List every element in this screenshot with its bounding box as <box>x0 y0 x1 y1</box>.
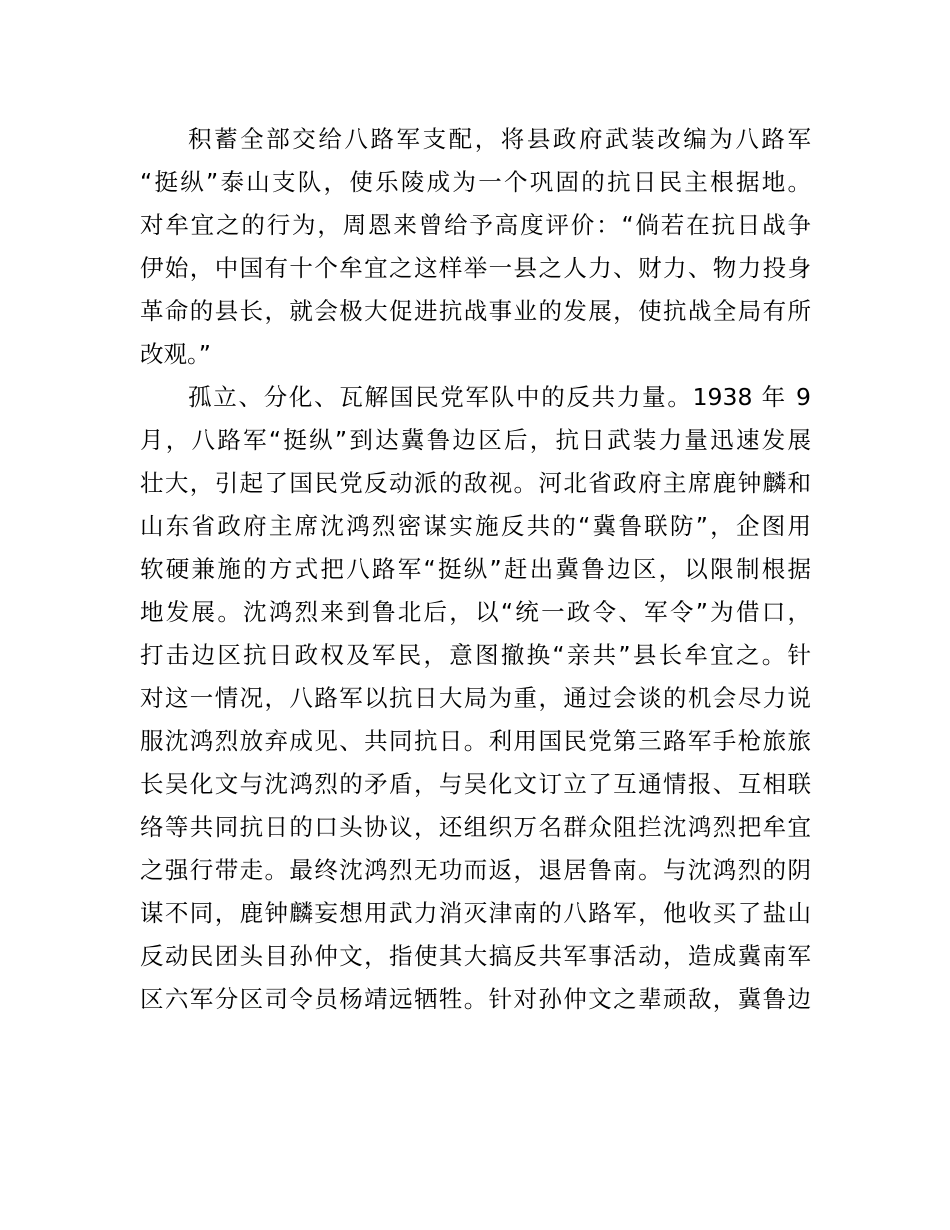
text-line: 打击边区抗日政权及军民，意图撤换“亲共”县长牟宜之。针 <box>140 641 811 669</box>
text-line: 软硬兼施的方式把八路军“挺纵”赶出冀鲁边区，以限制根据 <box>140 555 811 583</box>
text-line: 孤立、分化、瓦解国民党军队中的反共力量。1938 年 9 <box>188 383 811 411</box>
text-line: 区六军分区司令员杨靖远牺牲。针对孙仲文之辈顽敌，冀鲁边 <box>140 985 811 1013</box>
text-line: 服沈鸿烈放弃成见、共同抗日。利用国民党第三路军手枪旅旅 <box>140 727 811 755</box>
text-line: 络等共同抗日的口头协议，还组织万名群众阻拦沈鸿烈把牟宜 <box>140 813 811 841</box>
paragraph-2 <box>140 376 811 1021</box>
text-line: 山东省政府主席沈鸿烈密谋实施反共的“冀鲁联防”，企图用 <box>140 512 811 540</box>
text-line: 地发展。沈鸿烈来到鲁北后，以“统一政令、军令”为借口， <box>140 598 811 626</box>
text-line: 对这一情况，八路军以抗日大局为重，通过会谈的机会尽力说 <box>140 684 811 712</box>
text-line: 月，八路军“挺纵”到达冀鲁边区后，抗日武装力量迅速发展 <box>140 426 811 454</box>
text-line: 长吴化文与沈鸿烈的矛盾，与吴化文订立了互通情报、互相联 <box>140 770 811 798</box>
text-line: 反动民团头目孙仲文，指使其大搞反共军事活动，造成冀南军 <box>140 942 811 970</box>
text-line: 谋不同，鹿钟麟妄想用武力消灭津南的八路军，他收买了盐山 <box>140 899 811 927</box>
text-line: 改观。” <box>140 340 211 368</box>
paragraph-1 <box>140 118 811 376</box>
text-line: 伊始，中国有十个牟宜之这样举一县之人力、财力、物力投身 <box>140 254 811 282</box>
text-line: “挺纵”泰山支队，使乐陵成为一个巩固的抗日民主根据地。 <box>140 168 811 196</box>
text-line: 革命的县长，就会极大促进抗战事业的发展，使抗战全局有所 <box>140 297 811 325</box>
text-line: 对牟宜之的行为，周恩来曾给予高度评价：“倘若在抗日战争 <box>140 211 811 239</box>
text-line: 积蓄全部交给八路军支配，将县政府武装改编为八路军 <box>188 125 811 153</box>
text-line: 壮大，引起了国民党反动派的敌视。河北省政府主席鹿钟麟和 <box>140 469 811 497</box>
text-line: 之强行带走。最终沈鸿烈无功而返，退居鲁南。与沈鸿烈的阴 <box>140 856 811 884</box>
document-page <box>140 118 811 1021</box>
